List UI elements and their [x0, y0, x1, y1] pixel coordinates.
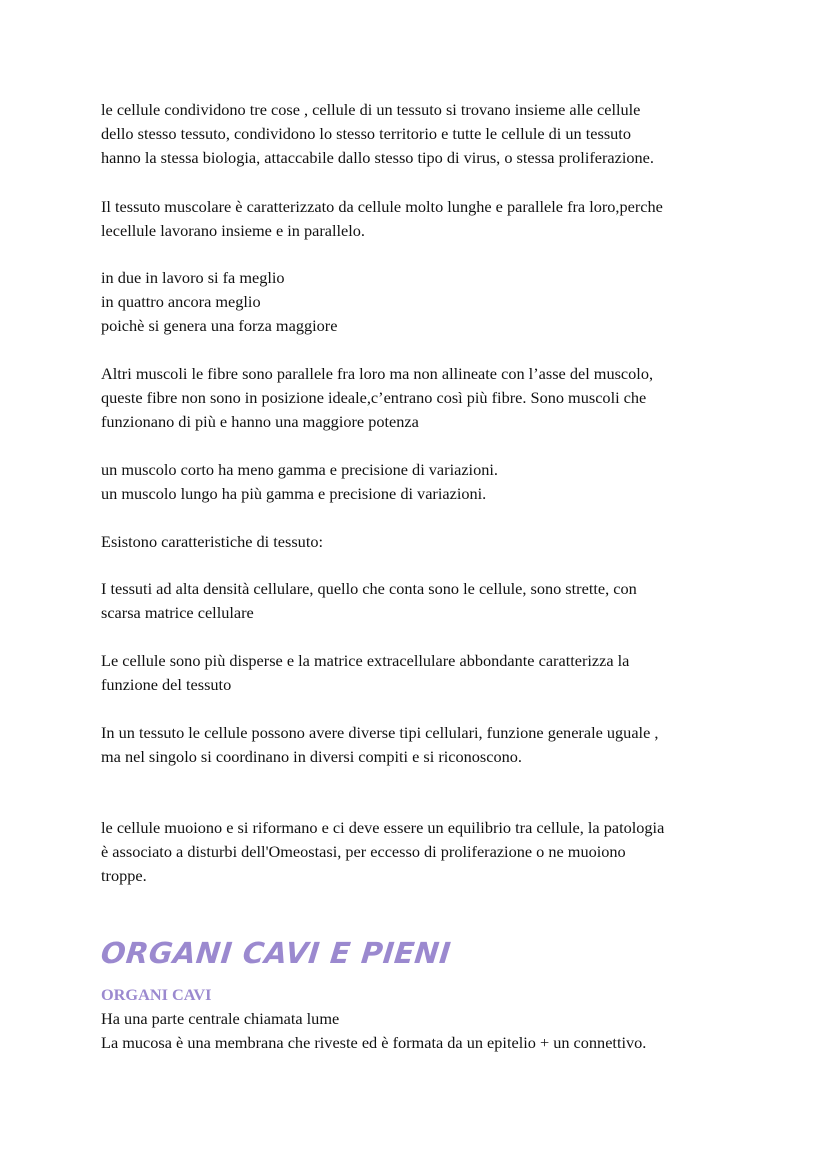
- paragraph-5: [101, 458, 751, 506]
- text-line: un muscolo lungo ha più gamma e precisione di variazioni.: [101, 484, 487, 503]
- paragraph-10: [101, 816, 751, 888]
- text-line: dello stesso tessuto, condividono lo stesso territorio e tutte le cellule di un tessuto: [101, 124, 631, 143]
- text-line: in quattro ancora meglio: [101, 292, 261, 311]
- paragraph-9: [101, 721, 751, 769]
- text-line: In un tessuto le cellule possono avere diverse tipi cellulari, funzione generale uguale ,: [101, 723, 659, 742]
- text-line: poichè si genera una forza maggiore: [101, 316, 338, 335]
- text-line: lecellule lavorano insieme e in parallelo.: [101, 221, 366, 240]
- text-line: Altri muscoli le fibre sono parallele fra loro ma non allineate con l’asse del muscolo,: [101, 364, 654, 383]
- section-body: [101, 1007, 751, 1055]
- paragraph-4: [101, 362, 751, 434]
- paragraph-7: [101, 577, 751, 625]
- paragraph-6: [101, 530, 751, 554]
- text-line: in due in lavoro si fa meglio: [101, 268, 285, 287]
- text-line: ma nel singolo si coordinano in diversi compiti e si riconoscono.: [101, 747, 522, 766]
- section-heading: ORGANI CAVI E PIENI: [99, 936, 453, 970]
- text-line: I tessuti ad alta densità cellulare, quello che conta sono le cellule, sono strette, con: [101, 579, 637, 598]
- text-line: le cellule condividono tre cose , cellule di un tessuto si trovano insieme alle cellule: [101, 100, 641, 119]
- text-line: queste fibre non sono in posizione ideale,c’entrano così più fibre. Sono muscoli che: [101, 388, 647, 407]
- text-line: hanno la stessa biologia, attaccabile dallo stesso tipo di virus, o stessa proliferazione.: [101, 148, 654, 167]
- text-line: Le cellule sono più disperse e la matrice extracellulare abbondante caratterizza la: [101, 651, 630, 670]
- text-line: troppe.: [101, 866, 147, 885]
- paragraph-8: [101, 649, 751, 697]
- text-line: è associato a disturbi dell'Omeostasi, per eccesso di proliferazione o ne muoiono: [101, 842, 626, 861]
- text-line: Esistono caratteristiche di tessuto:: [101, 532, 324, 551]
- text-line: Ha una parte centrale chiamata lume: [101, 1009, 340, 1028]
- text-line: funzionano di più e hanno una maggiore potenza: [101, 412, 419, 431]
- text-line: scarsa matrice cellulare: [101, 603, 254, 622]
- text-line: le cellule muoiono e si riformano e ci deve essere un equilibrio tra cellule, la patologia: [101, 818, 665, 837]
- paragraph-3: [101, 266, 751, 338]
- text-line: Il tessuto muscolare è caratterizzato da cellule molto lunghe e parallele fra loro,perche: [101, 197, 663, 216]
- text-line: un muscolo corto ha meno gamma e precisione di variazioni.: [101, 460, 498, 479]
- paragraph-2: [101, 195, 751, 243]
- text-line: La mucosa è una membrana che riveste ed è formata da un epitelio + un connettivo.: [101, 1033, 647, 1052]
- paragraph-1: [101, 98, 751, 170]
- section-subheading: ORGANI CAVI: [101, 985, 212, 1004]
- text-line: funzione del tessuto: [101, 675, 232, 694]
